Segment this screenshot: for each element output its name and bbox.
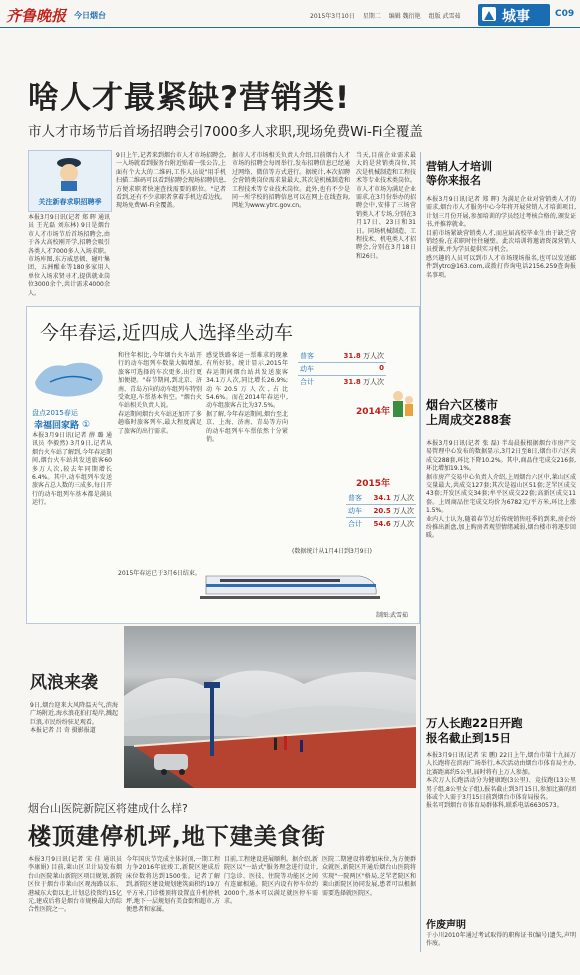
stats-2014-row	[298, 363, 386, 376]
feature-body-1: 本报3月9日讯(记者 薛 璐 通讯员 李毅然) 3月9日,记者从烟台火车站了解到,今年春运期间,烟台火车站共发送旅客60多万人次,较去年同期增长6.4%。其中,动车组列车发送旅客占总人数的三成多,每日开行的动车组列车基本都是满员运行。	[32, 432, 112, 507]
stats-unit: 万人次	[393, 494, 414, 502]
stats-unit: 万人次	[393, 507, 414, 515]
stats-unit: 万人次	[393, 520, 414, 528]
bottom-body-3: 目前,工程建设进展顺利。据介绍,新院区以"一站式"服务理念进行设计,门急诊、医技、住院等功能区之间有连廊相通。院区内设有停车位约2000个,基本可以满足就医停车需求。	[224, 856, 318, 906]
feature-headline: 今年春运,近四成人选择坐动车	[40, 322, 294, 344]
lead-body-mid: 9日上午,记者来到烟台市人才市场招聘会,一入场就看到服务台附近贴着一张公告,上面有个大大的二维码,工作人员说"用手机扫描二维码可以看到招聘会现场招聘信息,方便求职者快速查找需要的职位。"记者看到,还有不少求职者拿着手机边看边找。现场免费Wi-Fi全覆盖。	[116, 152, 226, 210]
stats-value: 20.5	[373, 507, 391, 515]
hatted-character-icon	[51, 155, 87, 193]
stats-value: 31.8	[343, 352, 361, 360]
lead-headline: 啥人才最紧缺?营销类!	[28, 80, 351, 116]
stats-value: 54.6	[373, 520, 391, 528]
series-badge-sub: 幸福回家路	[34, 421, 80, 431]
sidebar-run-body: 本报3月9日讯(记者 宋 鹏) 22日上午,烟台市第十九届万人长跑将在滨海广场举行,本次活动由烟台市体育局主办,比赛距离约5公里,届时将有上万人参加。 本次万人长跑活动分为健康跑(3公里)、竞技跑(13公里男子组,8公里女子组),报名截止到3月15日,参加比赛的团体或个人需于3月15日前到烟台市体育局报名。 报名可到烟台市体育局群体科,联系电话6630573。	[426, 752, 576, 810]
bottom-body-2: 今年国庆节完成主体封顶,一期工程力争2016年底竣工,新院区建成后床位数将达到1500张。记者了解到,新院区建设规划建筑面积约19万平方米,门诊楼顶将设置直升机停机坪,地下一层规划有美食街和超市,方便患者和家属。	[126, 856, 220, 914]
section-tag: 今日烟台	[74, 11, 106, 20]
sidebar-training-body: 本报3月9日讯(记者 郑 晖) 为满足企业对营销类人才的需求,烟台市人才服务中心今年将开展营销人才培训项目,计划三月份开展,参加培训的学员经过考核合格的,颁发证书,并推荐就业。 目前市场紧缺营销类人才,而应届高校毕业生由于缺乏营销经验,在求职时往往碰壁。此次培训将邀请资深营销人员授课,并为学员提供实习机会。 感兴趣的人员可以到市人才市场现场报名,也可以发送邮件到ytrc@163.com,或拨打咨询电话2156.259查询报名事项。	[426, 196, 576, 279]
bottom-body-4: 医院二期建设将增加床位,为方便群众就医,新院区开通后烟台山医院将实现"一院两区"格局,芝罘老院区和莱山新院区协同发展,患者可以根据需要选择就医院区。	[322, 856, 416, 897]
sidebar-housing-title: 烟台六区楼市 上周成交288套	[426, 398, 512, 427]
bottom-headline: 楼顶建停机坪,地下建美食街	[28, 824, 326, 850]
lead-body-right: 据市人才市场相关负责人介绍,目前烟台人才市场的招聘会每周举行,发布招聘信息已经通过网络、微信等方式进行。据统计,本次招聘会营销类岗位需求量最大,其次是机械制造和工程技术等专业技术岗位。此外,也有不少是同一所学校的招聘信息可以在网上在线查询,网址为www.ytrc.gov.cn。	[232, 152, 350, 210]
job-fair-label: 关注新春求职招聘季	[38, 198, 102, 206]
lead-body-far: 当天,目前企业需求最大的是营销类岗位,其次是机械制造和工程技术等专业技术类岗位。市人才市场为满足企业需求,在3月份举办的招聘会中,安排了三场营销类人才专场,分别在3月17日、23日和31日。同场机械制造、工程技术、机电类人才招聘会,分别在3月18日和26日。	[356, 152, 417, 260]
stats-unit: 万人次	[363, 378, 384, 386]
column-icon	[482, 7, 496, 21]
data-note: (数据统计从1月4日到3月9日)	[292, 548, 372, 555]
photo-caption: 9日,烟台迎来大风降温天气,滨海广场附近,海水浪花拍打堤岸,溅起巨浪,市民纷纷驻足观看。 本报记者 吕 奇 摄影报道	[30, 702, 118, 735]
stats-2014	[298, 350, 386, 388]
year-label-2015: 2015年	[356, 479, 391, 489]
feature-body-2: 和往年相比,今年烟台火车站开行的动车组列车数量大幅增加,旅客可选择的车次更多,出行更加便捷。"春节期间,到北京、济南、青岛方向的动车组列车特别受欢迎,车票基本售空。"烟台火车站相关负责人说。 春运期间烟台火车站还加开了多趟临时旅客列车,最大程度满足了旅客的出行需求。	[118, 352, 203, 435]
column-name: 城事	[502, 9, 530, 25]
stats-label: 普客	[348, 494, 362, 502]
stats-label: 普客	[300, 352, 314, 360]
lead-body-left: 本报3月9日讯(记者 郑 晖 通讯员 王光磊 刘东林) 9日是烟台市人才市场节后首场招聘会,由于各大高校刚开学,招聘会吸引各类人才7000多人入场求职。市场库图,东方威思顿、碰叶集团、五洲醒业等180多家用人单位入场求贤寻才,提供就业岗位3000余个,共计需求4000余人。	[28, 214, 110, 297]
sidebar-run-title: 万人长跑22日开跑 报名截止到15日	[426, 716, 523, 745]
stats-label: 合计	[300, 378, 314, 386]
stats-label: 动车	[300, 365, 314, 373]
stats-unit: 万人次	[363, 352, 384, 360]
issue-date: 2015年3月10日	[310, 13, 355, 20]
editor-credit: 编辑 魏衍艳	[388, 13, 421, 20]
layout-credit: 组版 武雪茹	[428, 13, 461, 20]
bottom-kicker: 烟台山医院新院区将建成什么样?	[28, 802, 188, 815]
issue-weekday: 星期二	[362, 13, 381, 20]
train-image	[200, 566, 380, 602]
notice-title: 作废声明	[426, 920, 466, 931]
family-illustration	[390, 388, 416, 428]
notice-body: 于小川2010年通过考试取得的职称证书(编号)遗失,声明作废。	[426, 932, 576, 948]
column-divider	[420, 152, 421, 952]
job-fair-label-box	[28, 150, 112, 212]
column-banner	[478, 4, 550, 26]
series-badge-num: ①	[82, 419, 91, 430]
stats-2015-row	[346, 492, 416, 505]
masthead-rule	[0, 27, 580, 28]
issue-meta	[310, 11, 461, 20]
masthead	[0, 0, 580, 28]
series-badge-title: 盘点2015春运	[32, 409, 78, 417]
newspaper-logo: 齐鲁晚报	[6, 7, 67, 25]
stats-value: 34.1	[373, 494, 391, 502]
stats-2014-row	[298, 376, 386, 388]
wave-photo	[124, 626, 416, 788]
feature-note: 2015年春运已于3月6日结束。	[118, 570, 201, 577]
stats-2015-row	[346, 505, 416, 518]
series-badge	[34, 418, 90, 431]
stats-label: 动车	[348, 507, 362, 515]
feature-body-3: 感觉铁路客运一票难求的现象有所好转。统计显示,2015年春运期间烟台站共发送旅客34.1万人次,同比增长26.9%;动车20.5万人次,占比54.6%。而在2014年春运中,动车组旅客占比为37.5%。 据了解,今年春运期间,烟台至北京、上海、济南、青岛等方向的动车组列车车票依然十分紧俏。	[206, 352, 288, 444]
page-number: C09	[555, 9, 575, 19]
stats-value: 31.8	[343, 378, 361, 386]
photo-title: 风浪来袭	[30, 673, 98, 693]
lead-subhead: 市人才市场节后首场招聘会引7000多人求职,现场免费Wi-Fi全覆盖	[28, 124, 423, 140]
china-map-illustration	[30, 352, 110, 402]
stats-2015	[346, 492, 416, 530]
bottom-body-1: 本报3月9日讯(记者 宋 佳 通讯员 李康娟) 目前,莱山区卫计局发布烟台山医院莱山新院区项目规划,新院区位于烟台市莱山区观海路以东、港城东大街以北,计划总投资约15亿元,建成后将是烟台市规模最大的综合性医院之一。	[28, 856, 124, 914]
stats-2015-row	[346, 518, 416, 530]
sidebar-training-title: 营销人才培训 等你来报名	[426, 160, 492, 187]
sidebar-housing-body: 本报3月9日讯(记者 张 磊) 半岛晨报根据烟台市房产交易管理中心发布的数据显示,3月2日至8日,烟台市六区共成交288套,环比下降10.2%。其中,商品住宅成交216套,环比增加19.1%。 据市房产交易中心负责人介绍,上周烟台六区中,莱山区成交量最大,共成交127套;其次是福山区51套;芝罘区成交43套;开发区成交34套;牟平区成交22套;高新区成交11套。上周商品住宅成交均价为6782元/平方米,环比上涨1.5%。 业内人士认为,随着春节过后传统销售旺季的到来,房企纷纷推出新盘,加上购房者观望情绪减弱,烟台楼市将逐步回暖。	[426, 440, 576, 540]
year-label-2014: 2014年	[356, 407, 391, 417]
stats-value: 0	[379, 364, 384, 372]
stats-label: 合计	[348, 520, 362, 528]
graphic-credit: 制图:武雪茹	[376, 612, 409, 619]
stats-2014-row	[298, 350, 386, 363]
